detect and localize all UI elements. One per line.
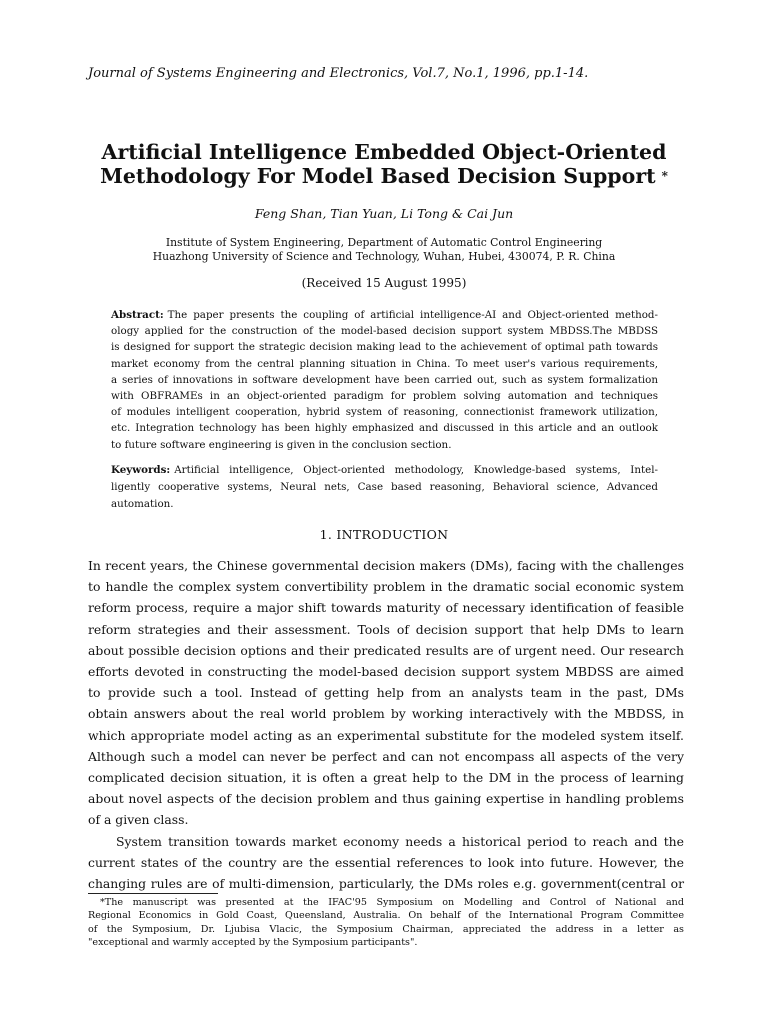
keywords-line: [111, 462, 658, 479]
author-list: Feng Shan, Tian Yuan, Li Tong & Cai Jun: [254, 206, 514, 221]
body-line: efforts devoted in constructing the model-based decision support system MBDSS are aimed: [88, 664, 684, 680]
title-footnote-mark: *: [661, 169, 668, 183]
title-line-1: Artificial Intelligence Embedded Object-Oriented: [101, 140, 667, 164]
abstract-line: with OBFRAMEs in an object-oriented paradigm for problem solving automation and techniques: [111, 390, 658, 403]
body-line: to handle the complex system convertibility problem in the dramatic social economic system: [88, 579, 684, 595]
introduction-body: [88, 555, 684, 894]
body-line: reform strategies and their assessment. Tools of decision support that help DMs to learn: [88, 621, 684, 637]
keywords-label: Keywords:: [111, 464, 171, 476]
body-line: about novel aspects of the decision problem and thus gaining expertise in handling problems: [88, 791, 684, 807]
abstract-line: of modules intelligent cooperation, hybrid system of reasoning, connectionist framework utilization,: [111, 406, 658, 419]
body-line: to provide such a tool. Instead of getting help from an analysts team in the past, DMs: [88, 685, 684, 701]
received-date: (Received 15 August 1995): [301, 276, 467, 290]
affiliation: [60, 236, 708, 264]
body-line: System transition towards market economy needs a historical period to reach and the: [116, 833, 684, 849]
footnote-divider: [88, 893, 218, 894]
footnote: [88, 896, 684, 950]
abstract-line: is designed for support the strategic decision making lead to the achievement of optimal path towards: [111, 341, 658, 354]
abstract-line: to future software engineering is given in the conclusion section.: [111, 438, 452, 451]
keywords-line: automation.: [111, 498, 174, 510]
body-line: reform process, require a major shift towards maturity of necessary identification of feasible: [88, 600, 684, 616]
paper-title: [60, 140, 708, 188]
abstract-line: ology applied for the construction of the model-based decision support system MBDSS.The MBDSS: [111, 325, 658, 338]
body-line: current states of the country are the essential references to look into future. However, the: [88, 854, 684, 870]
body-line: about possible decision options and their predicated results are of urgent need. Our research: [88, 642, 684, 658]
body-line: which appropriate model acting as an experimental substitute for the modeled system itself.: [88, 727, 684, 743]
footnote-line: Regional Economics in Gold Coast, Queensland, Australia. On behalf of the International Program Committee: [88, 910, 684, 922]
abstract-line: etc. Integration technology has been highly emphasized and discussed in this article and an outlook: [111, 422, 658, 435]
body-line: obtain answers about the real world problem by working interactively with the MBDSS, in: [88, 706, 684, 722]
body-line: In recent years, the Chinese governmental decision makers (DMs), facing with the challenges: [88, 558, 684, 573]
abstract-line: [111, 307, 658, 323]
affiliation-line-2: Huazhong University of Science and Technology, Wuhan, Hubei, 430074, P. R. China: [152, 250, 616, 263]
footnote-line: *The manuscript was presented at the IFAC'95 Symposium on Modelling and Control of National and: [100, 897, 684, 908]
body-line: Although such a model can never be perfect and can not encompass all aspects of the very: [88, 748, 684, 764]
title-line-2-text: Methodology For Model Based Decision Support: [100, 164, 656, 188]
keywords-line: ligently cooperative systems, Neural nets, Case based reasoning, Behavioral science, Advanced: [111, 481, 658, 493]
keywords-text: Artificial intelligence, Object-oriented methodology, Knowledge-based systems, Intel-: [174, 464, 658, 476]
abstract-line: market economy from the central planning situation in China. To meet user's various requirements,: [111, 357, 658, 370]
keywords: [111, 462, 658, 513]
body-line: of a given class.: [88, 812, 189, 828]
abstract-text: The paper presents the coupling of artificial intelligence-AI and Object-oriented method-: [167, 309, 658, 321]
affiliation-line-1: Institute of System Engineering, Department of Automatic Control Engineering: [165, 236, 603, 249]
abstract: [111, 307, 658, 453]
title-line-2: [60, 164, 708, 188]
footnote-line: "exceptional and warmly accepted by the Symposium participants".: [88, 937, 418, 949]
body-line: complicated decision situation, it is often a great help to the DM in the process of learning: [88, 770, 684, 786]
body-line: changing rules are of multi-dimension, particularly, the DMs roles e.g. government(central or: [88, 876, 684, 892]
abstract-line: a series of innovations in software development have been carried out, such as system formalization: [111, 373, 658, 386]
journal-citation: Journal of Systems Engineering and Electronics, Vol.7, No.1, 1996, pp.1-14.: [88, 66, 589, 81]
abstract-label: Abstract:: [111, 309, 164, 321]
section-heading-introduction: 1. INTRODUCTION: [319, 527, 449, 542]
footnote-line: of the Symposium, Dr. Ljubisa Vlacic, the Symposium Chairman, appreciated the address in a letter as: [88, 923, 684, 935]
